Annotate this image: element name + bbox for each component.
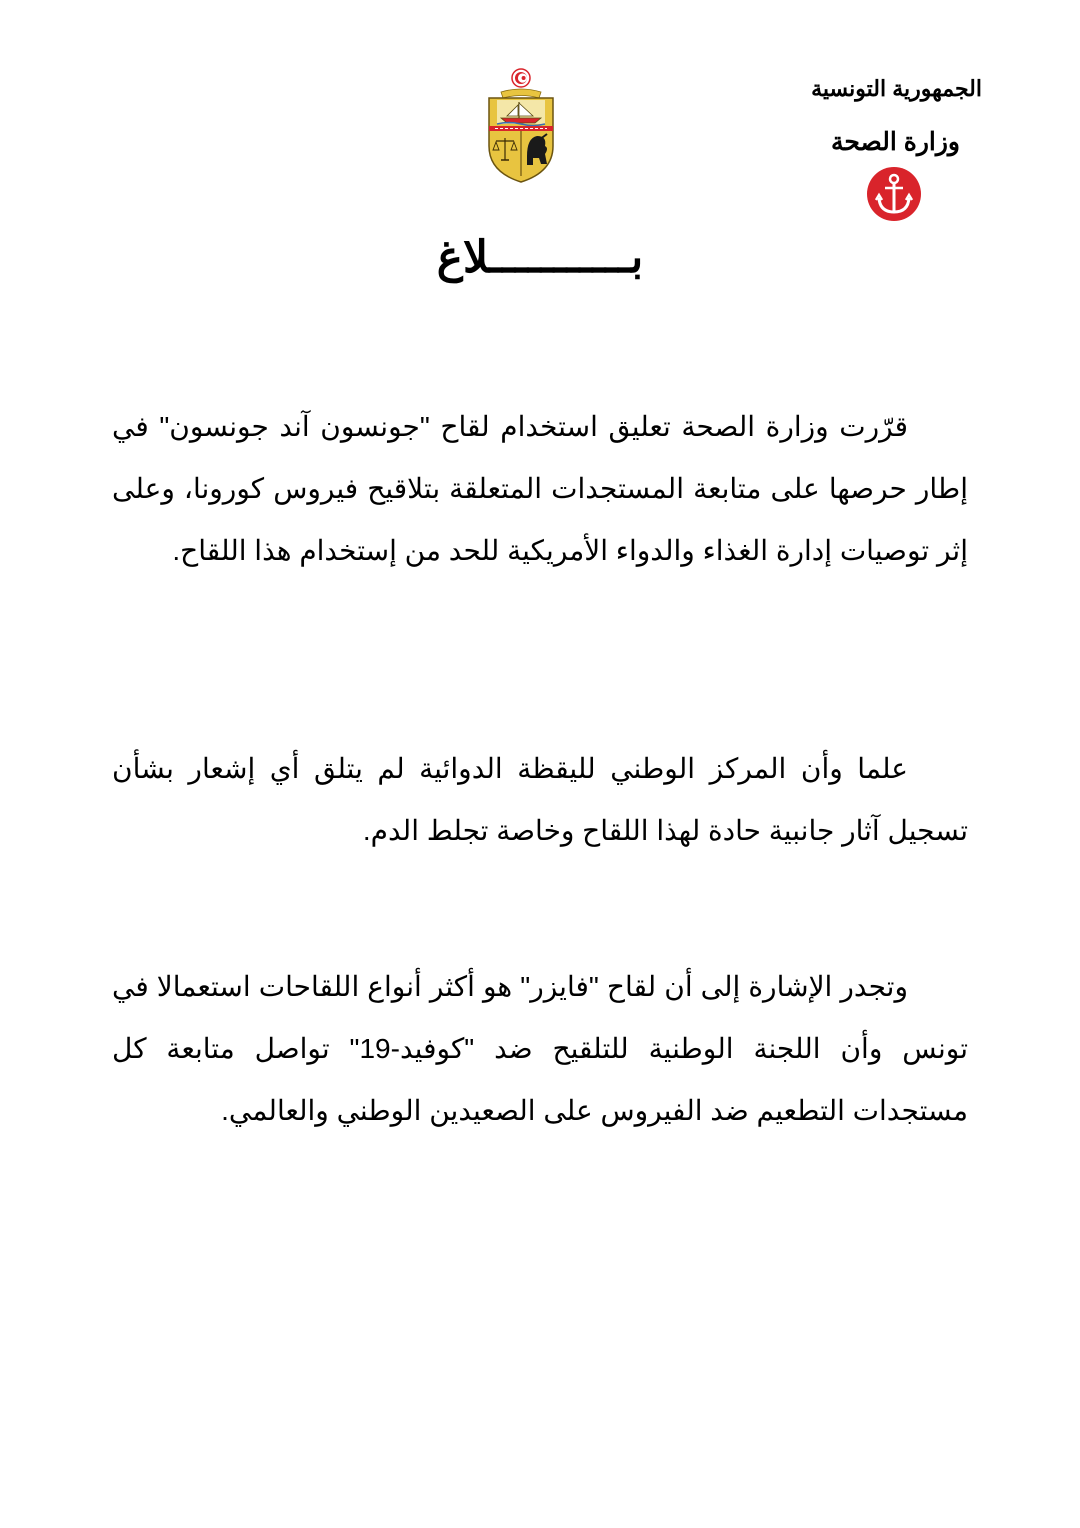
paragraph-1: قرّرت وزارة الصحة تعليق استخدام لقاح "جونسون آند جونسون" في إطار حرصها على متابعة المستجدات المتعلقة بتلاقيح فيروس كورونا، وعلى إثر توصيات إدارة الغذاء والدواء الأمريكية للحد من إستخدام هذا اللقاح. [112, 411, 968, 566]
ministry-name: وزارة الصحة [831, 128, 960, 156]
document-title: بـــــــــــلاغ [436, 233, 644, 282]
paragraph-3: وتجدر الإشارة إلى أن لقاح "فايزر" هو أكثر أنواع اللقاحات استعمالا في تونس وأن اللجنة الوطنية للتلقيح ضد "كوفيد-19" تواصل متابعة كل مستجدات التطعيم ضد الفيروس على الصعيدين الوطني والعالمي. [112, 971, 968, 1126]
republic-name: الجمهورية التونسية [811, 76, 982, 101]
tunisia-coat-of-arms-icon [481, 68, 561, 186]
paragraph-2: علما وأن المركز الوطني لليقظة الدوائية لم يتلق أي إشعار بشأن تسجيل آثار جانبية حادة لهذا اللقاح وخاصة تجلط الدم. [112, 753, 968, 846]
ministry-of-health-logo-icon [866, 166, 922, 222]
